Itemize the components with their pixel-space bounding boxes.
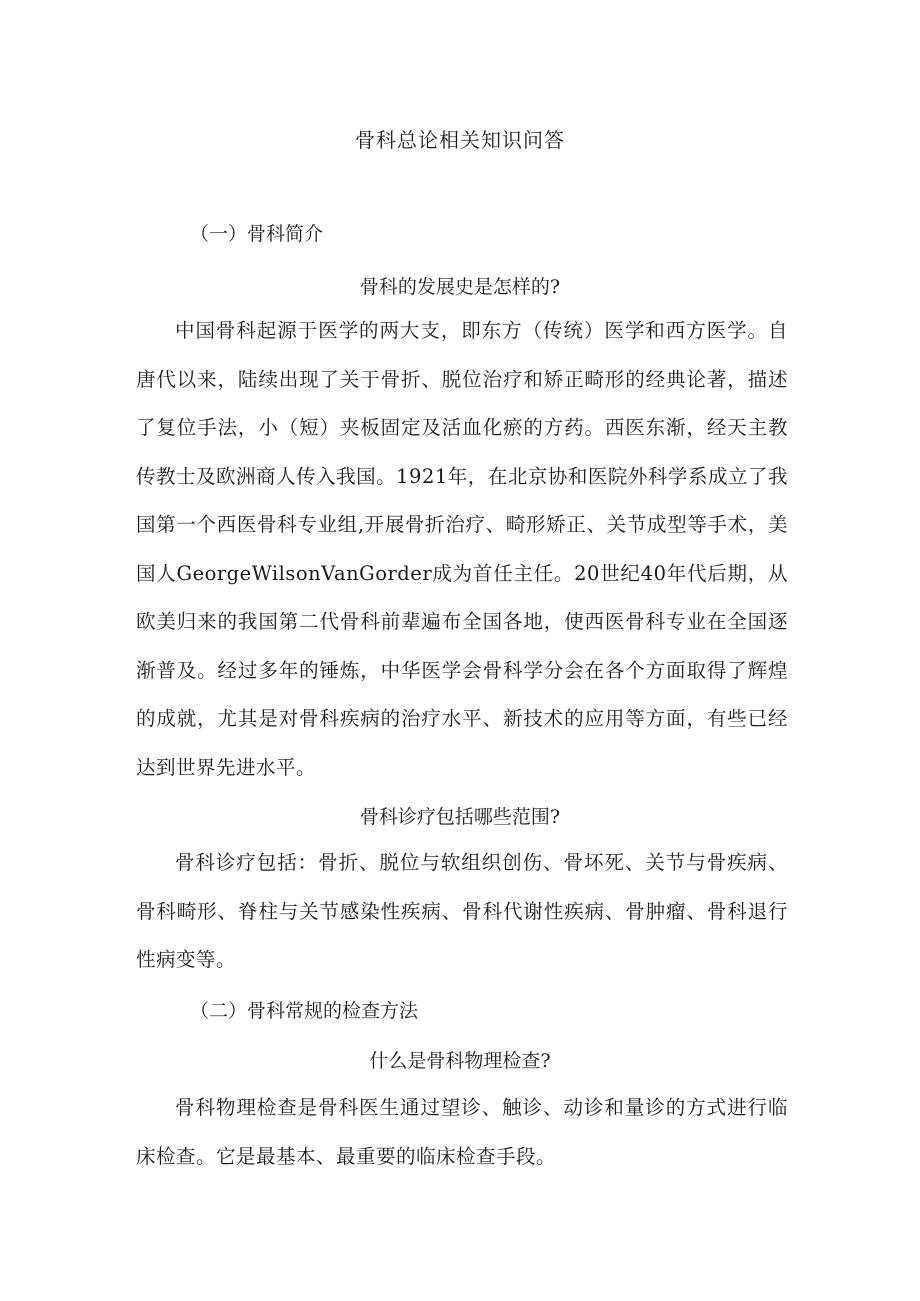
answer-history-paragraph: 中国骨科起源于医学的两大支，即东方（传统）医学和西方医学。自唐代以来，陆续出现了关于骨折、脱位治疗和矫正畸形的经典论著，描述了复位手法，小（短）夹板固定及活血化瘀的方药。西医东渐，经天主教传教士及欧洲商人传入我国。1921年，在北京协和医院外科学系成立了我国第一个西医骨科专业组,开展骨折治疗、畸形矫正、关节成型等手术，美国人GeorgeWilsonVanGorder成为首任主任。20世纪40年代后期，从欧美归来的我国第二代骨科前辈遍布全国各地，使西医骨科专业在全国逐渐普及。经过多年的锤炼，中华医学会骨科学分会在各个方面取得了辉煌的成就，尤其是对骨科疾病的治疗水平、新技术的应用等方面，有些已经达到世界先进水平。 <box>136 319 788 779</box>
answer-physical-exam-paragraph: 骨科物理检查是骨科医生通过望诊、触诊、动诊和量诊的方式进行临床检查。它是最基本、最重要的临床检查手段。 <box>136 1096 788 1168</box>
document-title: 骨科总论相关知识问答 <box>355 128 565 152</box>
question-scope: 骨科诊疗包括哪些范围? <box>359 806 561 828</box>
question-physical-exam: 什么是骨科物理检查? <box>369 1050 551 1072</box>
section-heading-intro: （一）骨科简介 <box>190 223 324 245</box>
section-heading-exam-methods: （二）骨科常规的检查方法 <box>190 1000 419 1022</box>
question-history: 骨科的发展史是怎样的? <box>359 276 561 298</box>
answer-scope-paragraph: 骨科诊疗包括：骨折、脱位与软组织创伤、骨坏死、关节与骨疾病、骨科畸形、脊柱与关节感染性疾病、骨科代谢性疾病、骨肿瘤、骨科退行性病变等。 <box>136 851 788 971</box>
